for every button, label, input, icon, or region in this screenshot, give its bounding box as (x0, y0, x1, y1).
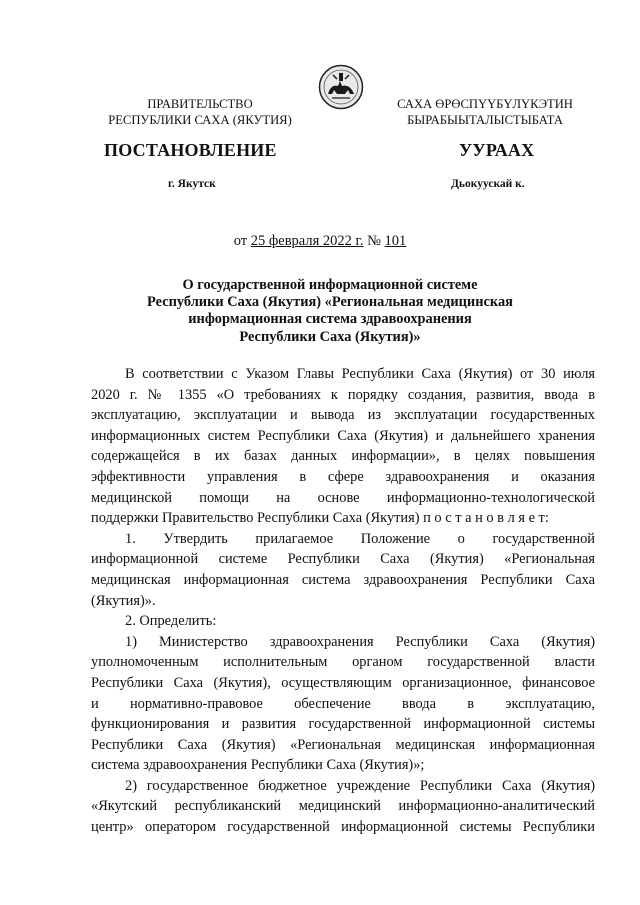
body-line: и нормативно-правовое обеспечение ввода в эксплуатацию, (91, 695, 595, 712)
document-title: О государственной информационной системе Республики Саха (Якутия) «Региональная медицинская информационная система здравоохранения Республики Саха (Якутия)» (147, 277, 513, 345)
body-line: 2) государственное бюджетное учреждение Республики Саха (Якутия) (125, 777, 595, 794)
body-line: содержащейся в их базах данных информации», в целях повышения (91, 448, 595, 465)
document-number: 101 (384, 233, 407, 249)
body-line: информационной системе Республики Саха (Якутия) «Региональная (91, 551, 595, 568)
body-line: медицинская информационная система здравоохранения Республики Саха (91, 571, 595, 588)
body-line: 1. Утвердить прилагаемое Положение о государственной (125, 530, 595, 547)
body-line: информационных систем Республики Саха (Якутия) и дальнейшего хранения (91, 427, 595, 444)
body-line: система здравоохранения Республики Саха (Якутия)»; (91, 757, 425, 774)
body-line: 2020 г. № 1355 «О требованиях к порядку создания, развития, ввода в (91, 386, 595, 403)
body-line: функционирования и развития государственной информационной системы (91, 716, 595, 733)
body-line: Республики Саха (Якутия), осуществляющим организационное, финансовое (91, 674, 595, 691)
body-line: центр» оператором государственной информационной системы Республики (91, 819, 595, 836)
doc-type-russian: ПОСТАНОВЛЕНИЕ (104, 140, 277, 160)
body-line: эффективности управления в сфере здравоохранения и оказания (91, 468, 595, 485)
city-yakut: Дьокуускай к. (451, 178, 525, 190)
left-organization-name: ПРАВИТЕЛЬСТВО РЕСПУБЛИКИ САХА (ЯКУТИЯ) (108, 97, 292, 127)
date-number-line: от 25 февраля 2022 г. № 101 (233, 233, 407, 249)
document-body (91, 364, 595, 838)
body-line: поддержки Правительство Республики Саха (Якутия) п о с т а н о в л я е т: (91, 510, 549, 527)
right-organization-name: САХА ӨРӨСПҮҮБҮЛҮКЭТИН БЫРАБЫЫТАЛЫСТЫБАТА (397, 97, 573, 127)
city-russian: г. Якутск (168, 178, 216, 190)
body-line: Республики Саха (Якутия) «Региональная медицинская информационная (91, 736, 595, 753)
coat-of-arms-emblem (318, 64, 364, 110)
body-line: 1) Министерство здравоохранения Республики Саха (Якутия) (125, 633, 595, 650)
doc-type-yakut: УУРААХ (459, 140, 535, 160)
document-date: 25 февраля 2022 г. (250, 233, 364, 249)
body-line: уполномоченным исполнительным органом государственной власти (91, 654, 595, 671)
body-line: (Якутия)». (91, 592, 156, 609)
body-line: 2. Определить: (125, 613, 217, 630)
body-line: эксплуатацию, эксплуатации и вывода из эксплуатации государственных (91, 407, 595, 424)
body-line: «Якутский республиканский медицинский информационно-аналитический (91, 798, 595, 815)
body-line: В соответствии с Указом Главы Республики Саха (Якутия) от 30 июля (125, 366, 595, 382)
body-line: медицинской помощи на основе информационно-технологической (91, 489, 595, 506)
